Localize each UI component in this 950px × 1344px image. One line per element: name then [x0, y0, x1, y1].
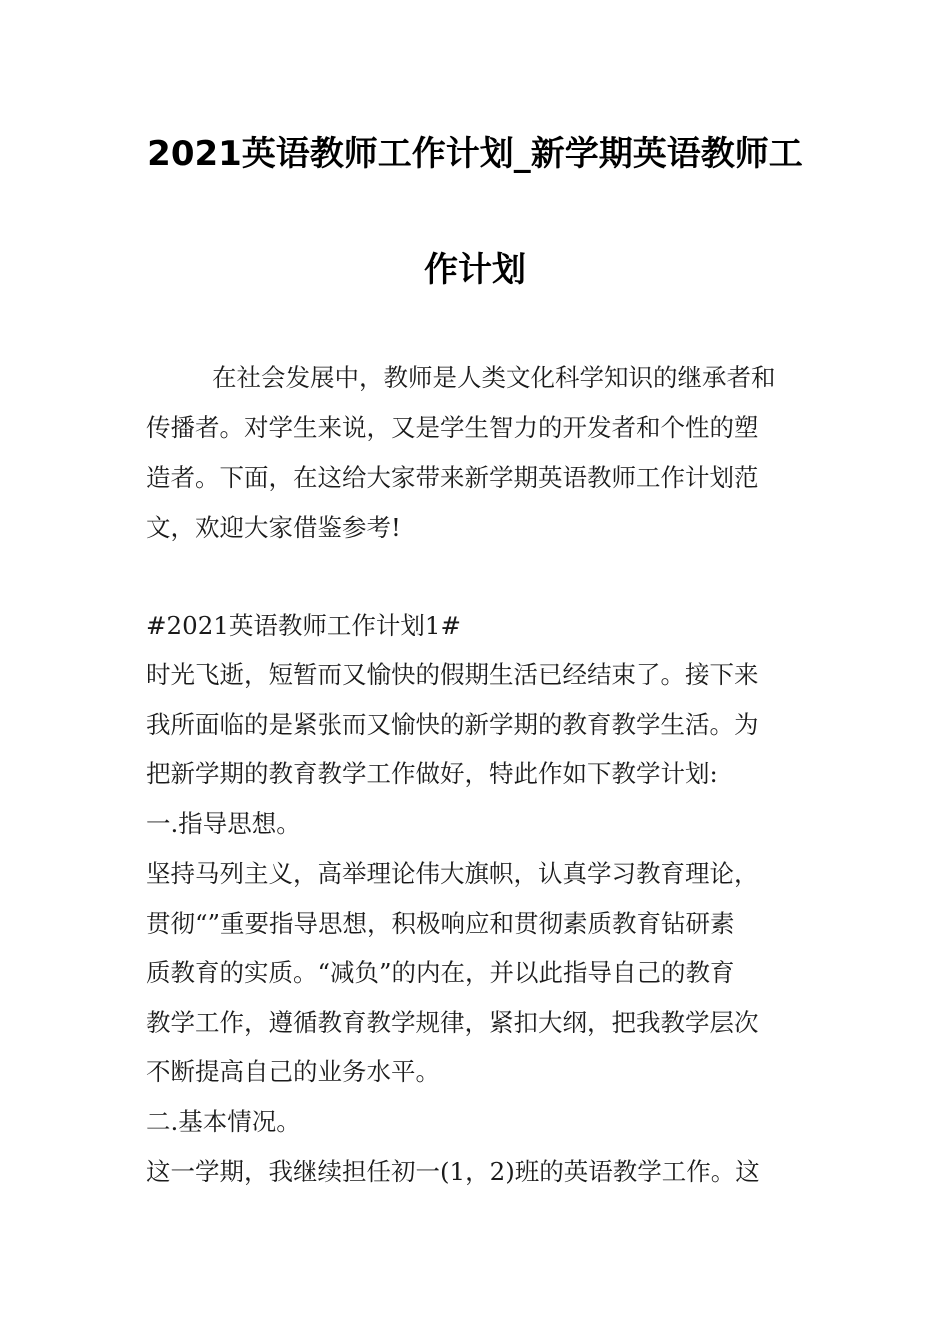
body-line: 不断提高自己的业务水平。 — [146, 1057, 440, 1086]
document-title-line-2: 作计划 — [424, 250, 526, 290]
body-line: 我所面临的是紧张而又愉快的新学期的教育教学生活。为 — [146, 710, 759, 739]
body-line: 这一学期，我继续担任初一(1，2)班的英语教学工作。这 — [146, 1157, 760, 1186]
subsection-heading: 一.指导思想。 — [146, 809, 301, 838]
section-heading: #2021英语教师工作计划1# — [146, 611, 461, 640]
body-line: 贯彻“”重要指导思想，积极响应和贯彻素质教育钻研素 — [146, 909, 735, 938]
body-line: 质教育的实质。“减负”的内在，并以此指导自己的教育 — [146, 958, 735, 987]
body-line: 教学工作，遵循教育教学规律，紧扣大纲，把我教学层次 — [146, 1008, 759, 1037]
body-line: 坚持马列主义，高举理论伟大旗帜，认真学习教育理论， — [146, 859, 759, 888]
intro-paragraph-line: 造者。下面，在这给大家带来新学期英语教师工作计划范 — [146, 463, 759, 492]
body-line: 把新学期的教育教学工作做好，特此作如下教学计划: — [146, 759, 718, 788]
intro-paragraph-line: 在社会发展中，教师是人类文化科学知识的继承者和 — [212, 363, 776, 392]
subsection-heading: 二.基本情况。 — [146, 1107, 301, 1136]
intro-paragraph-line: 文，欢迎大家借鉴参考! — [146, 513, 401, 542]
body-line: 时光飞逝，短暂而又愉快的假期生活已经结束了。接下来 — [146, 660, 759, 689]
document-title-line-1: 2021英语教师工作计划_新学期英语教师工 — [147, 134, 803, 174]
intro-paragraph-line: 传播者。对学生来说，又是学生智力的开发者和个性的塑 — [146, 413, 759, 442]
